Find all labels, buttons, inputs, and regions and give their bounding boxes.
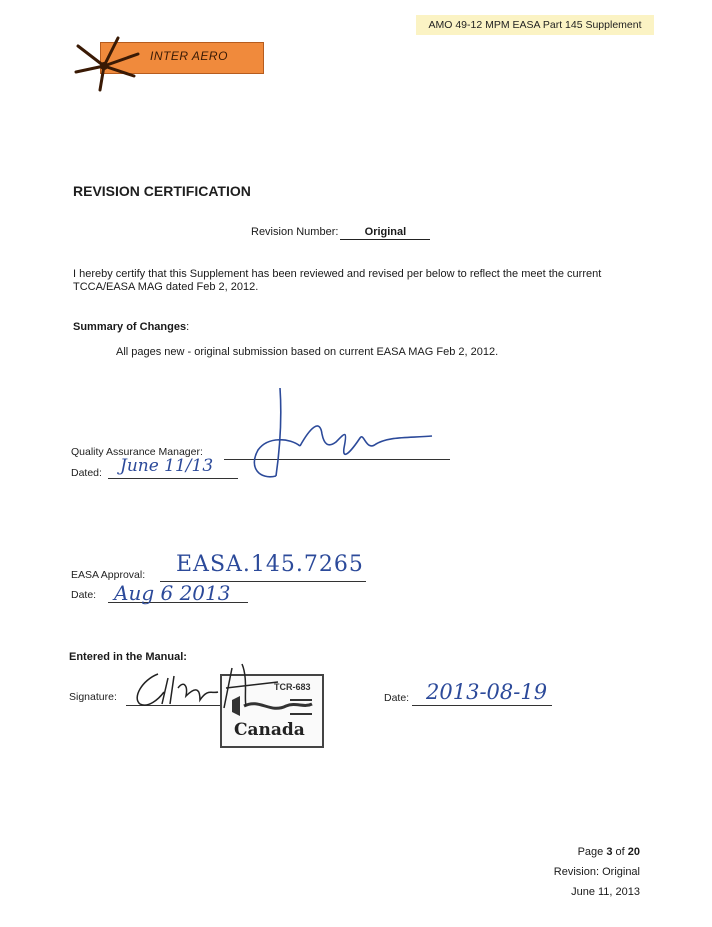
easa-approval-handwritten: EASA.145.7265 [176,552,364,577]
summary-of-changes-text: All pages new - original submission based on current EASA MAG Feb 2, 2012. [116,346,499,358]
page-number [578,846,640,858]
document-id-tag: AMO 49-12 MPM EASA Part 145 Supplement [416,15,654,35]
qa-dated-line [108,478,238,479]
qa-dated-label: Dated: [71,467,102,479]
company-logo [74,36,266,92]
easa-approval-label: EASA Approval: [71,569,146,581]
stamp-country: Canada [234,720,305,740]
page-title: REVISION CERTIFICATION [73,183,251,199]
qa-manager-label: Quality Assurance Manager: [71,446,203,458]
entered-in-manual-heading: Entered in the Manual: [69,651,187,663]
page-current: 3 [606,846,613,858]
revision-number [251,226,430,240]
summary-colon: : [186,321,190,333]
summary-of-changes-heading [73,321,189,333]
qa-manager-signature [240,388,440,488]
star-burst-icon [74,36,144,92]
summary-label: Summary of Changes [73,321,187,333]
certification-statement: I hereby certify that this Supplement has been reviewed and revised per below to reflect the meet the current TCCA/EASA MAG dated Feb 2, 2012. [73,268,602,293]
entered-signature [128,658,288,718]
revision-number-label: Revision Number: [251,226,339,238]
entered-date-line [412,705,552,706]
stamp-number: TCR-683 [274,682,311,692]
entered-signature-label: Signature: [69,691,117,703]
footer-revision: Revision: Original [553,866,640,878]
company-name: INTER AERO [150,49,228,63]
entered-date-handwritten: 2013-08-19 [426,680,548,704]
page-prefix: Page [577,846,607,858]
easa-date-handwritten: Aug 6 2013 [114,581,231,605]
qa-dated-handwritten: June 11/13 [120,456,214,476]
footer-date: June 11, 2013 [571,886,640,898]
page-total: 20 [627,846,640,858]
entered-date-label: Date: [384,692,410,704]
revision-number-value: Original [340,226,430,240]
easa-date-label: Date: [71,589,97,601]
page-of: of [612,846,628,858]
